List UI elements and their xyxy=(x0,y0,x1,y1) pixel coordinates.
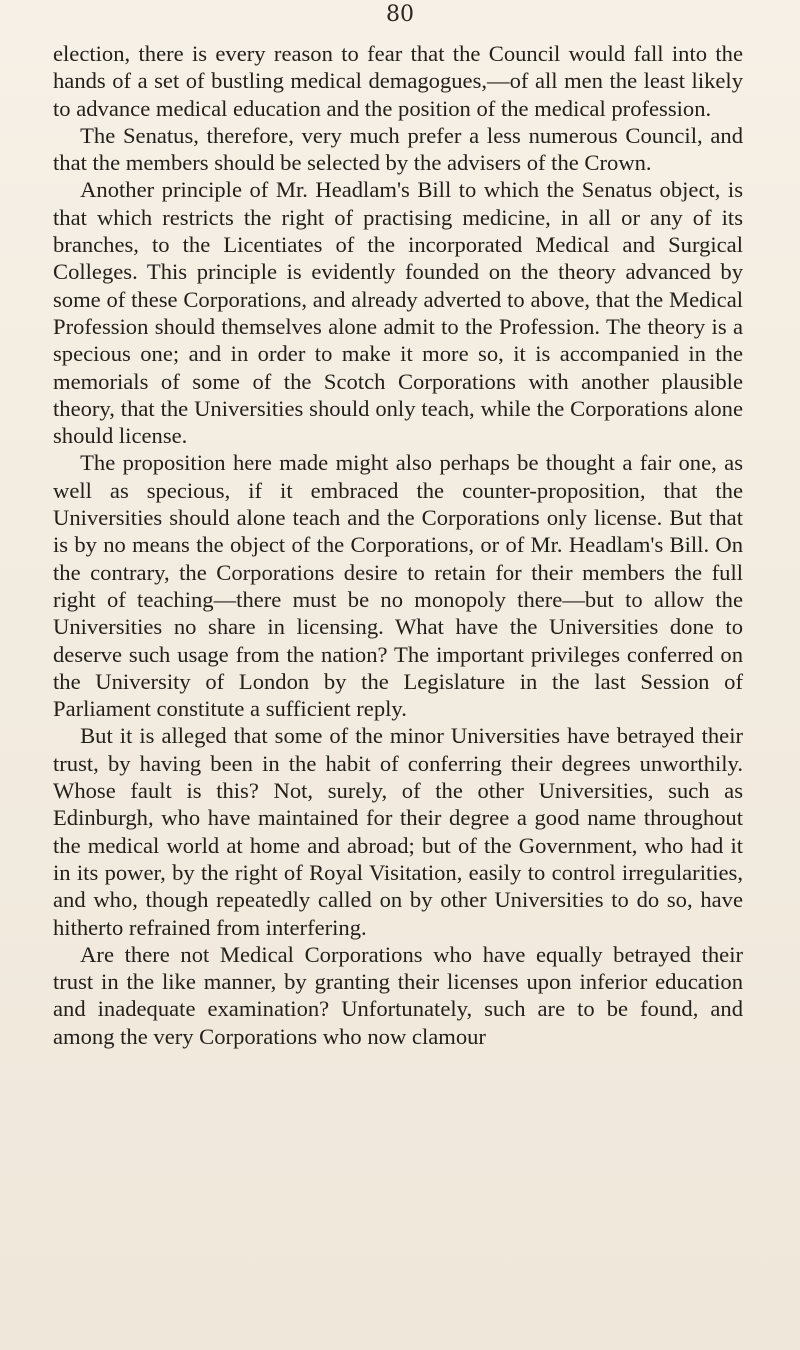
body-text xyxy=(53,40,743,1050)
paragraph: The proposition here made might also perhaps be thought a fair one, as well as specious, if it embraced the counter-proposition, that the Universities should alone teach and the Corporations only license. But that is by no means the object of the Corporations, or of Mr. Headlam's Bill. On the contrary, the Corporations desire to retain for their members the full right of teaching—there must be no monopoly there—but to allow the Universities no share in licensing. What have the Universities done to deserve such usage from the nation? The important privileges conferred on the University of London by the Legislature in the last Session of Parliament constitute a sufficient reply. xyxy=(53,450,743,722)
paragraph: Are there not Medical Corporations who have equally betrayed their trust in the like manner, by granting their licenses upon inferior education and inadequate examination? Unfortunately, such are to be found, and among the very Corporations who now clamour xyxy=(53,941,743,1049)
page-number: 80 xyxy=(386,2,414,27)
paragraph: But it is alleged that some of the minor Universities have betrayed their trust, by having been in the habit of conferring their degrees unworthily. Whose fault is this? Not, surely, of the other Universities, such as Edinburgh, who have maintained for their degree a good name throughout the medical world at home and abroad; but of the Government, who had it in its power, by the right of Royal Visitation, easily to control irregularities, and who, though repeatedly called on by other Universities to do so, have hitherto refrained from interfering. xyxy=(53,723,743,940)
paragraph: election, there is every reason to fear that the Council would fall into the hands of a set of bustling medical demagogues,—of all men the least likely to advance medical education and the position of the medical profession. xyxy=(53,41,743,121)
paragraph: Another principle of Mr. Headlam's Bill to which the Senatus object, is that which restricts the right of practising medicine, in all or any of its branches, to the Licentiates of the incorporated Medical and Surgical Colleges. This principle is evidently founded on the theory advanced by some of these Corporations, and already adverted to above, that the Medical Profession should themselves alone admit to the Profession. The theory is a specious one; and in order to make it more so, it is accompanied in the memorials of some of the Scotch Corporations with another plausible theory, that the Universities should only teach, while the Corporations alone should license. xyxy=(53,177,743,449)
paragraph: The Senatus, therefore, very much prefer a less numerous Council, and that the members should be selected by the advisers of the Crown. xyxy=(53,122,743,176)
